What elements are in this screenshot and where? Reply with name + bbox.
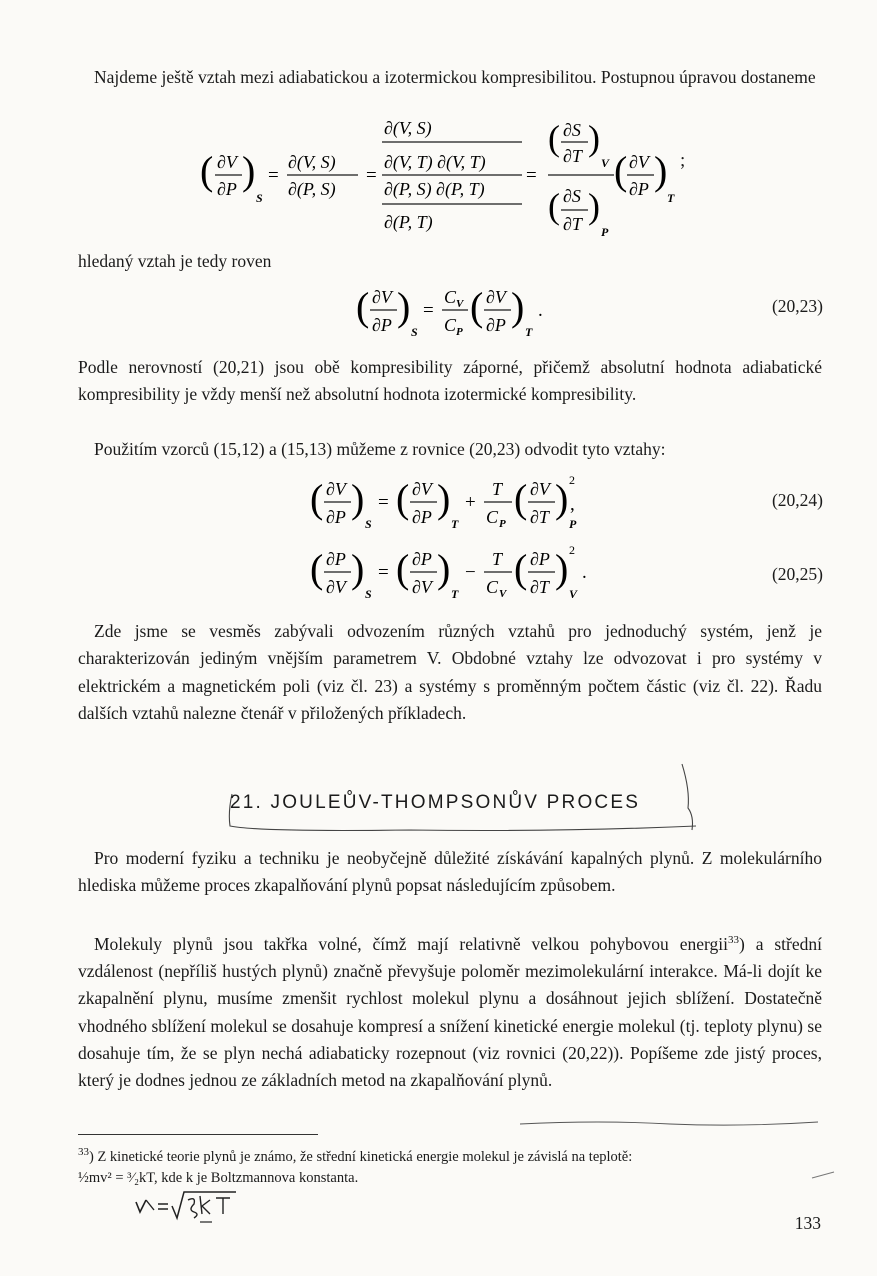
paren-left: ( [200, 148, 214, 193]
paragraph-liquefaction: Pro moderní fyziku a techniku je neobyčejně důležité získávání kapalných plynů. Z molekulárního hlediska můžeme proces zkapalňování plynů popsat následujícím způsobem. [78, 848, 822, 896]
svg-text:(: ( [310, 546, 324, 591]
eq-intro-r-num-sub: V [601, 156, 610, 170]
footnote-mark: 33 [78, 1146, 89, 1158]
eq-intro-f1-num: ∂(V, S) [288, 152, 336, 172]
eq25-lhs-num: ∂P [326, 549, 346, 569]
svg-text:): ) [654, 148, 668, 193]
eq24-comma: , [570, 494, 575, 515]
paragraph-derive: Použitím vzorců (15,12) a (15,13) můžeme z rovnice (20,23) odvodit tyto vztahy: [94, 439, 666, 459]
eq24-r-den: ∂T [530, 507, 549, 527]
svg-text:): ) [555, 476, 569, 521]
eq23-r-num: ∂V [486, 287, 506, 307]
equation-number-20-24: (20,24) [771, 490, 823, 510]
eq23-dot: . [538, 300, 543, 321]
eq25-r-sub: V [569, 587, 578, 601]
svg-text:): ) [437, 476, 451, 521]
svg-text:): ) [588, 118, 600, 158]
footnote-line1: ) Z kinetické teorie plynů je známo, že střední kinetická energie molekul je závislá na teplotě: [89, 1148, 633, 1165]
svg-text:): ) [555, 546, 569, 591]
paragraph-intro: Najdeme ještě vztah mezi adiabatickou a izotermickou kompresibilitou. Postupnou úpravou dostaneme [94, 67, 816, 87]
svg-text:): ) [397, 284, 411, 329]
eq24-m-num: ∂V [412, 479, 432, 499]
footnote-line2: ½mv² = ³⁄₂kT, kde k je Boltzmannova konstanta. [78, 1169, 359, 1186]
eq24-equals: = [378, 492, 389, 513]
eq24-c-num: T [492, 479, 503, 499]
section-heading: 21. JOULEŮV-THOMPSONŮV PROCES [230, 792, 641, 813]
svg-text:(: ( [548, 186, 560, 226]
paragraph-result-intro: hledaný vztah je tedy roven [78, 251, 272, 271]
margin-mark [810, 1168, 840, 1182]
eq-intro-equals-3: = [526, 165, 537, 186]
footnote-text [78, 1142, 822, 1189]
eq25-r-num: ∂P [530, 549, 550, 569]
equation-20-23 [356, 278, 556, 340]
svg-text:(: ( [614, 148, 628, 193]
svg-text:(: ( [356, 284, 370, 329]
eq-intro-r2-sub: T [667, 191, 675, 205]
eq23-c-num: C [444, 287, 457, 307]
eq-intro-f2-top: ∂(V, S) [384, 118, 432, 138]
eq25-c-den-sub: V [499, 588, 507, 600]
equation-number-20-23: (20,23) [771, 296, 823, 316]
footnote-ref-33: 33 [727, 934, 739, 946]
pen-underline [520, 1118, 820, 1132]
eq25-lhs-sub: S [365, 587, 372, 601]
eq23-lhs-sub: S [411, 325, 418, 339]
equation-intro [196, 112, 676, 242]
handwritten-velocity-formula [132, 1188, 242, 1228]
eq23-r-den: ∂P [486, 315, 506, 335]
svg-text:(: ( [548, 118, 560, 158]
paragraph-summary: Zde jsme se vesměs zabývali odvozením různých vztahů pro jednoduchý systém, jenž je charakterizován jediným vnějším parametrem V. Obdobné vztahy lze odvozovat i pro systémy v elektrickém a magnetickém poli (viz čl. 23) a systémy s proměnným počtem částic (viz čl. 22). Řadu dalších vztahů nalezne čtenář v přiložených příkladech. [78, 621, 822, 723]
eq-intro-r-den-den: ∂T [563, 214, 582, 234]
eq24-lhs-sub: S [365, 517, 372, 531]
svg-text:(: ( [514, 546, 528, 591]
eq-intro-f2-mid-num: ∂(V, T) ∂(V, T) [384, 152, 486, 172]
eq24-c-den-sub: P [499, 518, 506, 530]
eq-intro-lhs-sub: S [256, 191, 263, 205]
eq23-equals: = [423, 300, 434, 321]
paren-right: ) [242, 148, 256, 193]
footnote-rule [78, 1134, 318, 1135]
svg-text:): ) [511, 284, 525, 329]
eq-intro-f1-den: ∂(P, S) [288, 179, 336, 199]
eq-intro-r-num-num: ∂S [563, 120, 581, 140]
equation-number-20-25: (20,25) [771, 564, 823, 584]
eq-intro-r2-num: ∂V [629, 152, 649, 172]
eq-intro-f2-mid-den: ∂(P, S) ∂(P, T) [384, 179, 485, 199]
eq23-c-num-sub: V [456, 298, 464, 310]
svg-text:(: ( [514, 476, 528, 521]
eq25-lhs-den: ∂V [326, 577, 346, 597]
eq-intro-equals-1: = [268, 165, 279, 186]
eq-intro-f2-bot: ∂(P, T) [384, 212, 433, 232]
equation-20-25 [310, 540, 600, 604]
svg-text:(: ( [396, 476, 410, 521]
eq25-m-den: ∂V [412, 577, 432, 597]
eq-intro-r2-den: ∂P [629, 179, 649, 199]
eq24-plus: + [465, 492, 476, 513]
eq24-r-sub: P [569, 517, 577, 531]
paragraph-molecules-a: Molekuly plynů jsou takřka volné, čímž mají relativně velkou pohybovou energii [94, 933, 728, 954]
eq25-minus: − [465, 562, 476, 583]
svg-text:): ) [437, 546, 451, 591]
eq24-lhs-den: ∂P [326, 507, 346, 527]
eq23-lhs-num: ∂V [372, 287, 392, 307]
eq24-c-den: C [486, 507, 499, 527]
eq25-r-den: ∂T [530, 577, 549, 597]
svg-text:): ) [588, 186, 600, 226]
eq24-r-num: ∂V [530, 479, 550, 499]
eq-intro-r-num-den: ∂T [563, 146, 582, 166]
eq25-c-den: C [486, 577, 499, 597]
eq25-m-num: ∂P [412, 549, 432, 569]
eq25-power: 2 [569, 543, 575, 557]
svg-text:(: ( [310, 476, 324, 521]
eq24-power: 2 [569, 473, 575, 487]
paragraph-molecules-b: ) a střední vzdálenost (nepříliš hustých plynů) značně převyšuje poloměr mezimolekulární interakce. Má-li dojít ke zkapalnění plynu, musíme zmenšit rychlost molekul plynu a dosáhnout jejich sblížení. Dostatečně vhodného sblížení molekul se dosahuje kompresí a snížení kinetické energie molekul (tj. teploty plynu) se dosahuje tím, že se plyn nechá adiabaticky rozepnout (viz rovnici (20,22)). Popíšeme zde jistý proces, který je dodnes jednou ze základních metod na zkapalňování plynů. [78, 933, 822, 1091]
svg-text:(: ( [470, 284, 484, 329]
paragraph-compressibility: Podle nerovností (20,21) jsou obě kompresibility záporné, přičemž absolutní hodnota adiabatické kompresibility je vždy menší než absolutní hodnota izotermické kompresibility. [78, 357, 822, 405]
eq23-r-sub: T [525, 325, 533, 339]
eq-intro-lhs-den: ∂P [217, 179, 237, 199]
eq25-dot: . [582, 562, 587, 583]
equation-20-24 [310, 470, 600, 534]
page-number: 133 [794, 1213, 821, 1233]
svg-text:): ) [351, 476, 365, 521]
eq23-c-den: C [444, 315, 457, 335]
eq-intro-lhs-num: ∂V [217, 152, 237, 172]
eq-intro-r-den-num: ∂S [563, 186, 581, 206]
eq-intro-semicolon: ; [680, 150, 686, 171]
eq23-c-den-sub: P [456, 326, 463, 338]
eq25-c-num: T [492, 549, 503, 569]
eq-intro-equals-2: = [366, 165, 377, 186]
svg-text:(: ( [396, 546, 410, 591]
eq24-m-den: ∂P [412, 507, 432, 527]
eq25-m-sub: T [451, 587, 459, 601]
paragraph-molecules [78, 927, 822, 1095]
eq23-lhs-den: ∂P [372, 315, 392, 335]
svg-text:): ) [351, 546, 365, 591]
eq-intro-r-den-sub: P [601, 225, 609, 239]
eq24-m-sub: T [451, 517, 459, 531]
eq25-equals: = [378, 562, 389, 583]
eq24-lhs-num: ∂V [326, 479, 346, 499]
